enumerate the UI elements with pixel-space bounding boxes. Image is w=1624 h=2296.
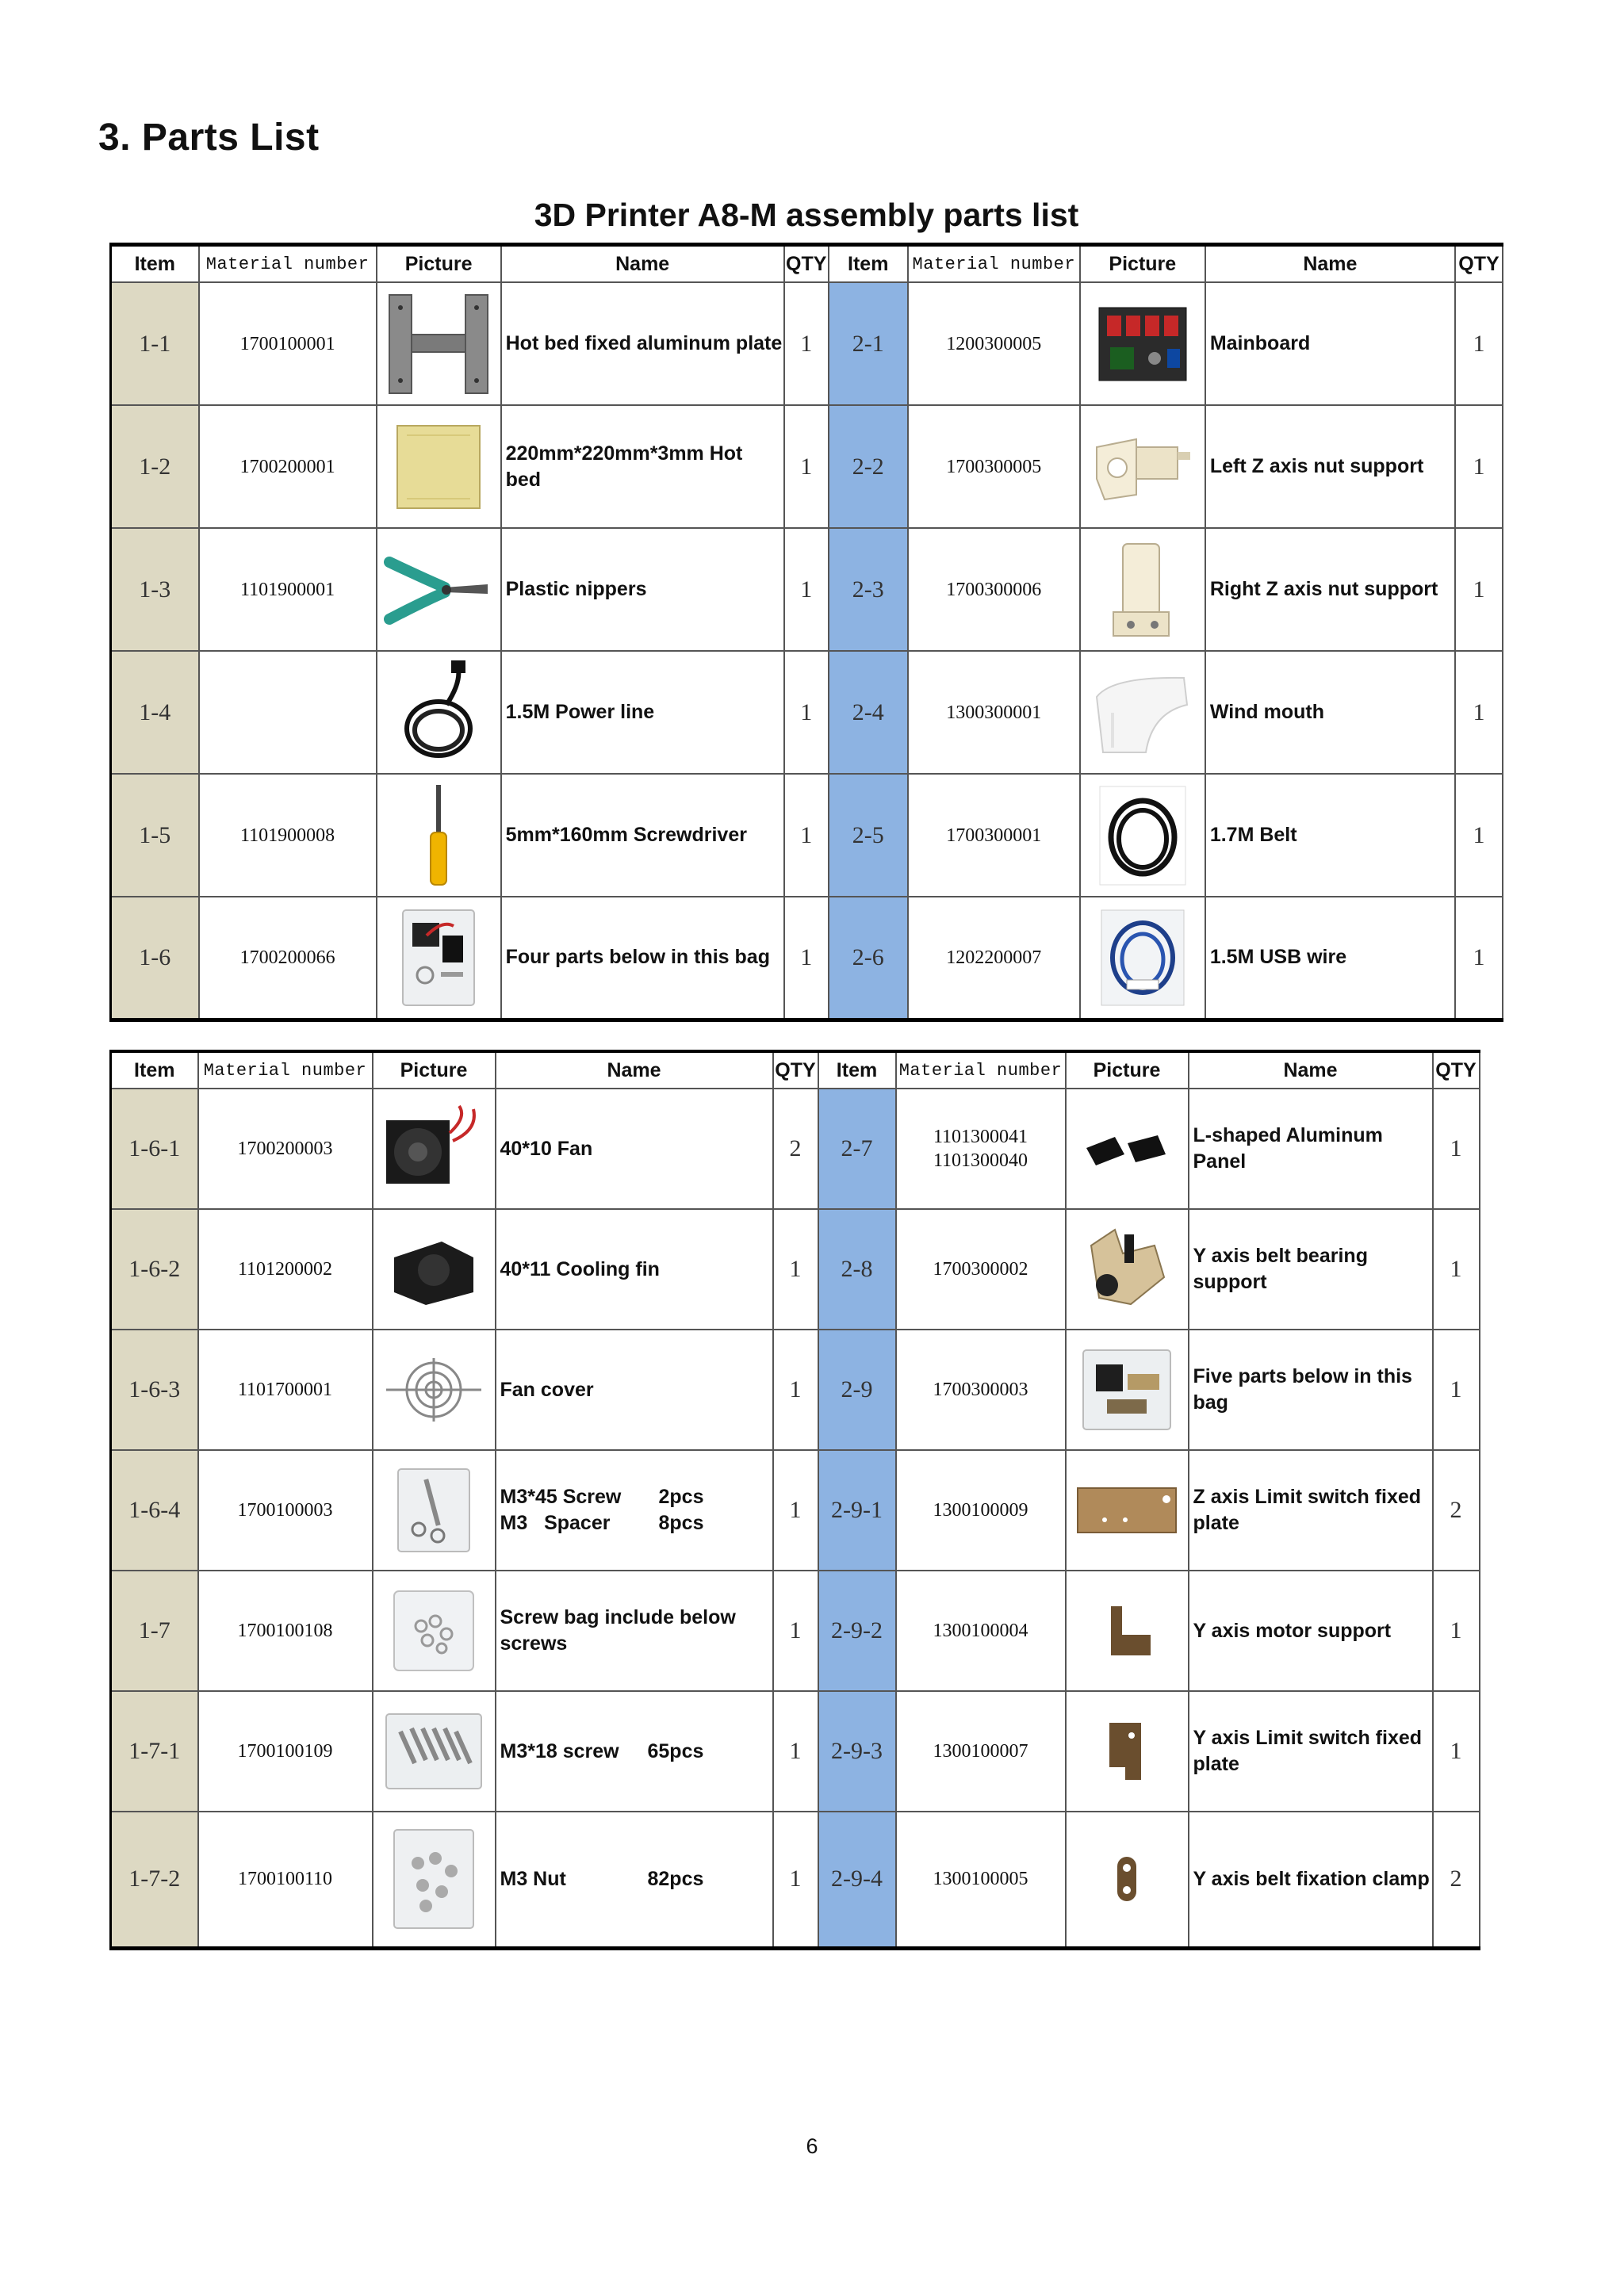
part-name: Four parts below in this bag [501, 897, 784, 1020]
item-number: 1-7-1 [111, 1691, 198, 1812]
material-number: 1200300005 [908, 282, 1080, 405]
part-picture [377, 897, 501, 1020]
item-number: 2-9-4 [818, 1812, 896, 1948]
col-header-qty: QTY [773, 1051, 818, 1089]
parts-bag-icon [1075, 1342, 1178, 1437]
right-nut-support-icon [1099, 536, 1186, 644]
part-name [496, 1450, 773, 1571]
col-header-item: Item [111, 1051, 198, 1089]
part-picture [377, 774, 501, 897]
item-number: 1-5 [111, 774, 199, 897]
belt-icon [1095, 782, 1190, 890]
part-name: Z axis Limit switch fixed plate [1189, 1450, 1433, 1571]
quantity: 1 [1455, 405, 1503, 528]
material-number: 1300100005 [896, 1812, 1066, 1948]
item-number: 1-3 [111, 528, 199, 651]
part-name: Plastic nippers [501, 528, 784, 651]
part-name: Y axis belt fixation clamp [1189, 1812, 1433, 1948]
power-cable-icon [391, 657, 486, 768]
part-picture [373, 1691, 496, 1812]
col-header-name: Name [1205, 245, 1455, 283]
col-header-picture: Picture [1080, 245, 1205, 283]
item-number: 1-1 [111, 282, 199, 405]
part-name [496, 1691, 773, 1812]
material-number [896, 1089, 1066, 1209]
item-number: 2-5 [829, 774, 908, 897]
col-header-material-number: Material number [199, 245, 377, 283]
material-number: 1300100007 [896, 1691, 1066, 1812]
part-picture [1080, 774, 1205, 897]
part-name-text: M3*18 screw [500, 1739, 619, 1762]
cooling-fin-icon [386, 1226, 481, 1313]
material-number: 1700100109 [198, 1691, 373, 1812]
material-number: 1700100001 [199, 282, 377, 405]
table-title: 3D Printer A8-M assembly parts list [534, 197, 1079, 233]
quantity: 2 [1433, 1450, 1480, 1571]
item-number: 2-6 [829, 897, 908, 1020]
part-name: 5mm*160mm Screwdriver [501, 774, 784, 897]
parts-table-2 [109, 1050, 1480, 1950]
part-count: 8pcs [658, 1512, 704, 1534]
y-switch-plate-icon [1087, 1712, 1166, 1791]
col-header-name: Name [496, 1051, 773, 1089]
quantity: 1 [773, 1571, 818, 1691]
part-name-text: M3 Spacer [500, 1512, 611, 1534]
part-picture [373, 1089, 496, 1209]
material-number: 1700300006 [908, 528, 1080, 651]
part-name: 1.5M Power line [501, 651, 784, 774]
left-nut-support-icon [1089, 423, 1197, 511]
col-header-item: Item [818, 1051, 896, 1089]
table-row [111, 1571, 1480, 1691]
part-name: Hot bed fixed aluminum plate [501, 282, 784, 405]
table-row [111, 1209, 1480, 1330]
part-name: Left Z axis nut support [1205, 405, 1455, 528]
quantity: 1 [1455, 651, 1503, 774]
material-number: 1300300001 [908, 651, 1080, 774]
belt-clamp-icon [1095, 1839, 1159, 1919]
part-name: 1.7M Belt [1205, 774, 1455, 897]
item-number: 2-8 [818, 1209, 896, 1330]
part-name: Right Z axis nut support [1205, 528, 1455, 651]
table-row [111, 897, 1503, 1020]
part-picture [373, 1450, 496, 1571]
part-picture [1080, 651, 1205, 774]
item-number: 2-9-3 [818, 1691, 896, 1812]
part-name-text: M3*45 Screw [500, 1486, 622, 1508]
col-header-material-number: Material number [198, 1051, 373, 1089]
part-picture [377, 651, 501, 774]
quantity: 1 [1455, 528, 1503, 651]
part-picture [373, 1330, 496, 1450]
motor-support-icon [1087, 1595, 1166, 1667]
quantity: 1 [784, 405, 829, 528]
material-number: 1700300005 [908, 405, 1080, 528]
item-number: 1-6-4 [111, 1450, 198, 1571]
part-name: Fan cover [496, 1330, 773, 1450]
part-picture [1066, 1450, 1189, 1571]
part-picture [373, 1812, 496, 1948]
hot-bed-icon [391, 419, 486, 515]
col-header-item: Item [111, 245, 199, 283]
quantity: 1 [784, 282, 829, 405]
quantity: 1 [1433, 1330, 1480, 1450]
item-number: 1-7 [111, 1571, 198, 1691]
part-name: Y axis belt bearing support [1189, 1209, 1433, 1330]
material-number: 1700300003 [896, 1330, 1066, 1450]
page-number: 6 [806, 2134, 818, 2158]
item-number: 1-6-2 [111, 1209, 198, 1330]
material-number: 1700300002 [896, 1209, 1066, 1330]
table-row [111, 1812, 1480, 1948]
col-header-material-number: Material number [908, 245, 1080, 283]
part-count: 82pcs [647, 1867, 704, 1890]
item-number: 2-9-2 [818, 1571, 896, 1691]
quantity: 1 [784, 774, 829, 897]
part-picture [377, 528, 501, 651]
quantity: 1 [773, 1812, 818, 1948]
part-picture [1066, 1571, 1189, 1691]
screwdriver-icon [415, 780, 462, 891]
part-picture [1066, 1691, 1189, 1812]
table-row [111, 774, 1503, 897]
quantity: 1 [1433, 1691, 1480, 1812]
quantity: 2 [773, 1089, 818, 1209]
table-row [111, 405, 1503, 528]
item-number: 1-7-2 [111, 1812, 198, 1948]
part-name: 1.5M USB wire [1205, 897, 1455, 1020]
material-number: 1700100110 [198, 1812, 373, 1948]
part-picture [373, 1209, 496, 1330]
item-number: 2-1 [829, 282, 908, 405]
table-row [111, 1330, 1480, 1450]
material-number: 1700200066 [199, 897, 377, 1020]
material-number-2: 1101300040 [933, 1150, 1028, 1171]
material-number: 1202200007 [908, 897, 1080, 1020]
part-picture [1066, 1089, 1189, 1209]
quantity: 1 [773, 1691, 818, 1812]
quantity: 1 [1455, 282, 1503, 405]
part-count: 2pcs [658, 1486, 704, 1508]
part-picture [1080, 528, 1205, 651]
part-name-line-1 [500, 1484, 772, 1510]
part-name: Five parts below in this bag [1189, 1330, 1433, 1450]
material-number: 1101700001 [198, 1330, 373, 1450]
quantity: 1 [1455, 774, 1503, 897]
parts-table-1 [109, 243, 1503, 1022]
part-picture [1080, 897, 1205, 1020]
fan-icon [380, 1101, 488, 1196]
material-number: 1700200001 [199, 405, 377, 528]
quantity: 1 [1433, 1089, 1480, 1209]
quantity: 1 [784, 651, 829, 774]
item-number: 1-6 [111, 897, 199, 1020]
item-number: 1-4 [111, 651, 199, 774]
header-row [111, 245, 1503, 283]
quantity: 1 [784, 528, 829, 651]
material-number: 1300100004 [896, 1571, 1066, 1691]
item-number: 2-9 [818, 1330, 896, 1450]
table-row [111, 1691, 1480, 1812]
table-row [111, 528, 1503, 651]
part-name: 220mm*220mm*3mm Hot bed [501, 405, 784, 528]
aluminum-plate-icon [385, 290, 492, 398]
parts-bag-icon [395, 904, 482, 1012]
part-name-text: M3 Nut [500, 1867, 566, 1890]
table-row [111, 651, 1503, 774]
material-number: 1700100108 [198, 1571, 373, 1691]
screw-bag-icon [386, 1583, 481, 1678]
usb-cable-icon [1095, 904, 1190, 1012]
col-header-name: Name [1189, 1051, 1433, 1089]
col-header-picture: Picture [377, 245, 501, 283]
material-number: 1700100003 [198, 1450, 373, 1571]
part-name: Mainboard [1205, 282, 1455, 405]
table-row [111, 1089, 1480, 1209]
mainboard-icon [1091, 297, 1194, 392]
quantity: 1 [1433, 1209, 1480, 1330]
col-header-picture: Picture [373, 1051, 496, 1089]
quantity: 1 [773, 1330, 818, 1450]
item-number: 2-3 [829, 528, 908, 651]
part-name [496, 1812, 773, 1948]
part-picture [1066, 1812, 1189, 1948]
switch-plate-icon [1073, 1479, 1181, 1542]
screw-spacer-bag-icon [390, 1463, 477, 1558]
material-number: 1101200002 [198, 1209, 373, 1330]
part-name: L-shaped Aluminum Panel [1189, 1089, 1433, 1209]
bearing-support-icon [1075, 1222, 1178, 1317]
part-name: 40*11 Cooling fin [496, 1209, 773, 1330]
item-number: 2-2 [829, 405, 908, 528]
material-number [199, 651, 377, 774]
item-number: 2-7 [818, 1089, 896, 1209]
material-number-1: 1101300041 [933, 1127, 1028, 1147]
part-name: 40*10 Fan [496, 1089, 773, 1209]
item-number: 1-6-3 [111, 1330, 198, 1450]
material-number: 1300100009 [896, 1450, 1066, 1571]
col-header-qty: QTY [784, 245, 829, 283]
quantity: 2 [1433, 1812, 1480, 1948]
quantity: 1 [1433, 1571, 1480, 1691]
material-number: 1101900008 [199, 774, 377, 897]
table-row [111, 282, 1503, 405]
nuts-bag-icon [386, 1823, 481, 1934]
table-row [111, 1450, 1480, 1571]
part-picture [1080, 282, 1205, 405]
header-row [111, 1051, 1480, 1089]
part-picture [373, 1571, 496, 1691]
part-picture [1080, 405, 1205, 528]
item-number: 2-4 [829, 651, 908, 774]
part-picture [377, 282, 501, 405]
l-panel-icon [1075, 1105, 1178, 1192]
quantity: 1 [784, 897, 829, 1020]
col-header-material-number: Material number [896, 1051, 1066, 1089]
item-number: 1-6-1 [111, 1089, 198, 1209]
part-name: Wind mouth [1205, 651, 1455, 774]
item-number: 1-2 [111, 405, 199, 528]
quantity: 1 [1455, 897, 1503, 1020]
col-header-item: Item [829, 245, 908, 283]
material-number: 1101900001 [199, 528, 377, 651]
part-picture [1066, 1209, 1189, 1330]
material-number: 1700200003 [198, 1089, 373, 1209]
part-name-line-2 [500, 1510, 772, 1536]
part-name: Screw bag include below screws [496, 1571, 773, 1691]
item-number: 2-9-1 [818, 1450, 896, 1571]
col-header-name: Name [501, 245, 784, 283]
col-header-qty: QTY [1455, 245, 1503, 283]
part-count: 65pcs [647, 1739, 704, 1762]
part-name: Y axis motor support [1189, 1571, 1433, 1691]
part-picture [377, 405, 501, 528]
screws-bag-icon [380, 1708, 488, 1795]
wind-mouth-icon [1089, 665, 1197, 760]
part-picture [1066, 1330, 1189, 1450]
material-number: 1700300001 [908, 774, 1080, 897]
part-name: Y axis Limit switch fixed plate [1189, 1691, 1433, 1812]
quantity: 1 [773, 1450, 818, 1571]
col-header-qty: QTY [1433, 1051, 1480, 1089]
col-header-picture: Picture [1066, 1051, 1189, 1089]
quantity: 1 [773, 1209, 818, 1330]
section-heading: 3. Parts List [98, 117, 320, 159]
fan-cover-icon [380, 1350, 488, 1429]
nippers-icon [383, 546, 494, 633]
